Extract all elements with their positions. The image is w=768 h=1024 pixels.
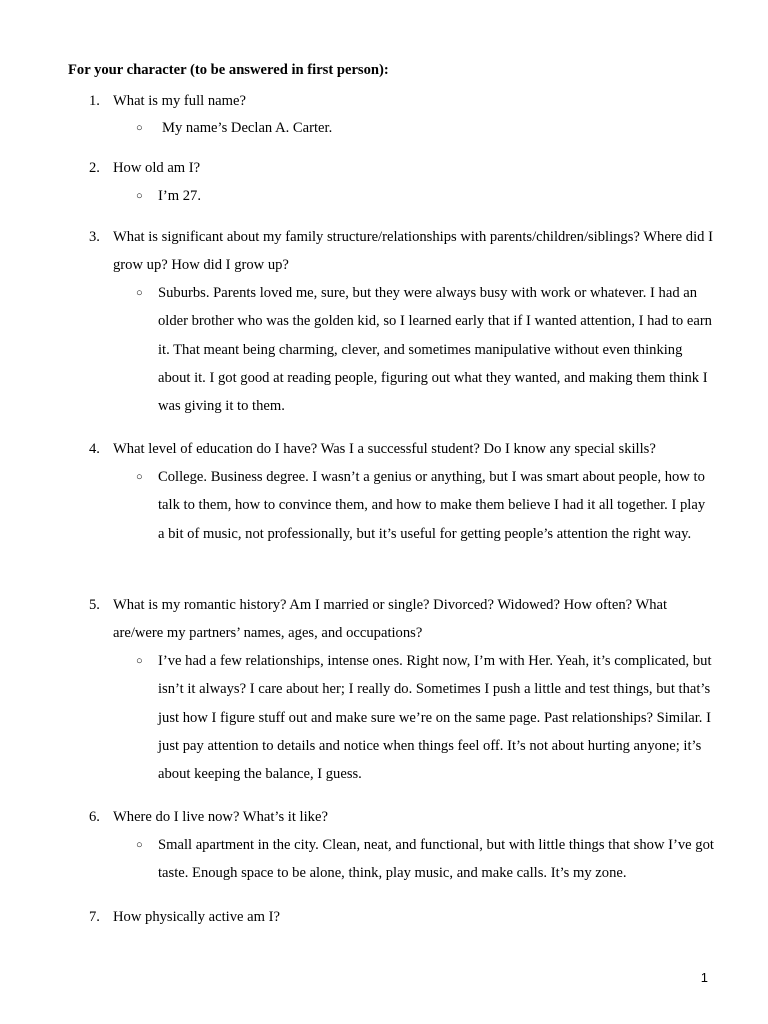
answer-6: [136, 831, 714, 888]
question-number: 2.: [89, 160, 100, 176]
question-text: What is significant about my family structure/relationships with parents/children/siblings? Where did I grow up? How did I grow up?: [113, 229, 713, 274]
section-heading: For your character (to be answered in first person):: [68, 62, 389, 78]
answer-text: I’ve had a few relationships, intense ones. Right now, I’m with Her. Yeah, it’s complicated, but isn’t it always? I care about her; I really do. Sometimes I push a little and test things, but that’s just how I figure stuff out and make sure we’re on the same page. Past relationships? Similar. I just pay attention to details and notice when things feel off. It’s not about hurting anyone; it’s about keeping the balance, I guess.: [158, 653, 712, 783]
question-3: [89, 223, 713, 280]
question-1: [89, 87, 713, 115]
answer-3: [136, 279, 714, 420]
question-number: 5.: [89, 597, 100, 613]
bullet-circle-icon: ○: [136, 471, 143, 483]
question-number: 3.: [89, 229, 100, 245]
question-2: [89, 154, 713, 182]
answer-4: [136, 463, 714, 548]
bullet-circle-icon: ○: [136, 190, 143, 202]
answer-text: I’m 27.: [158, 188, 201, 204]
question-text: Where do I live now? What’s it like?: [113, 809, 328, 825]
answer-text: College. Business degree. I wasn’t a genius or anything, but I was smart about people, how to talk to them, how to convince them, and how to make them believe I had it all together. I play a bit of music, not professionally, but it’s useful for getting people’s attention the right way.: [158, 469, 706, 542]
question-text: What level of education do I have? Was I a successful student? Do I know any special skills?: [113, 441, 656, 457]
question-number: 1.: [89, 93, 100, 109]
answer-5: [136, 647, 714, 788]
bullet-circle-icon: ○: [136, 655, 143, 667]
question-number: 6.: [89, 809, 100, 825]
question-4: [89, 435, 713, 463]
question-text: How old am I?: [113, 160, 201, 176]
question-text: What is my full name?: [113, 93, 246, 109]
answer-1: [136, 114, 714, 142]
bullet-circle-icon: ○: [136, 122, 143, 134]
answer-text: Small apartment in the city. Clean, neat, and functional, but with little things that show I’ve got taste. Enough space to be alone, think, play music, and make calls. It’s my zone.: [158, 837, 714, 882]
question-text: What is my romantic history? Am I married or single? Divorced? Widowed? How often? What are/were my partners’ names, ages, and occupations?: [113, 597, 668, 642]
question-text: How physically active am I?: [113, 909, 280, 925]
question-7: [89, 903, 713, 931]
question-number: 4.: [89, 441, 100, 457]
answer-2: [136, 182, 714, 210]
page-number: 1: [700, 970, 708, 985]
bullet-circle-icon: ○: [136, 839, 143, 851]
bullet-circle-icon: ○: [136, 287, 143, 299]
answer-text: My name’s Declan A. Carter.: [162, 120, 333, 136]
question-5: [89, 591, 703, 648]
question-number: 7.: [89, 909, 100, 925]
question-6: [89, 803, 713, 831]
answer-text: Suburbs. Parents loved me, sure, but they were always busy with work or whatever. I had an older brother who was the golden kid, so I learned early that if I wanted attention, I had to earn it. That meant being charming, clever, and sometimes manipulative without even thinking about it. I got good at reading people, figuring out what they wanted, and making them think I was giving it to them.: [158, 285, 712, 415]
